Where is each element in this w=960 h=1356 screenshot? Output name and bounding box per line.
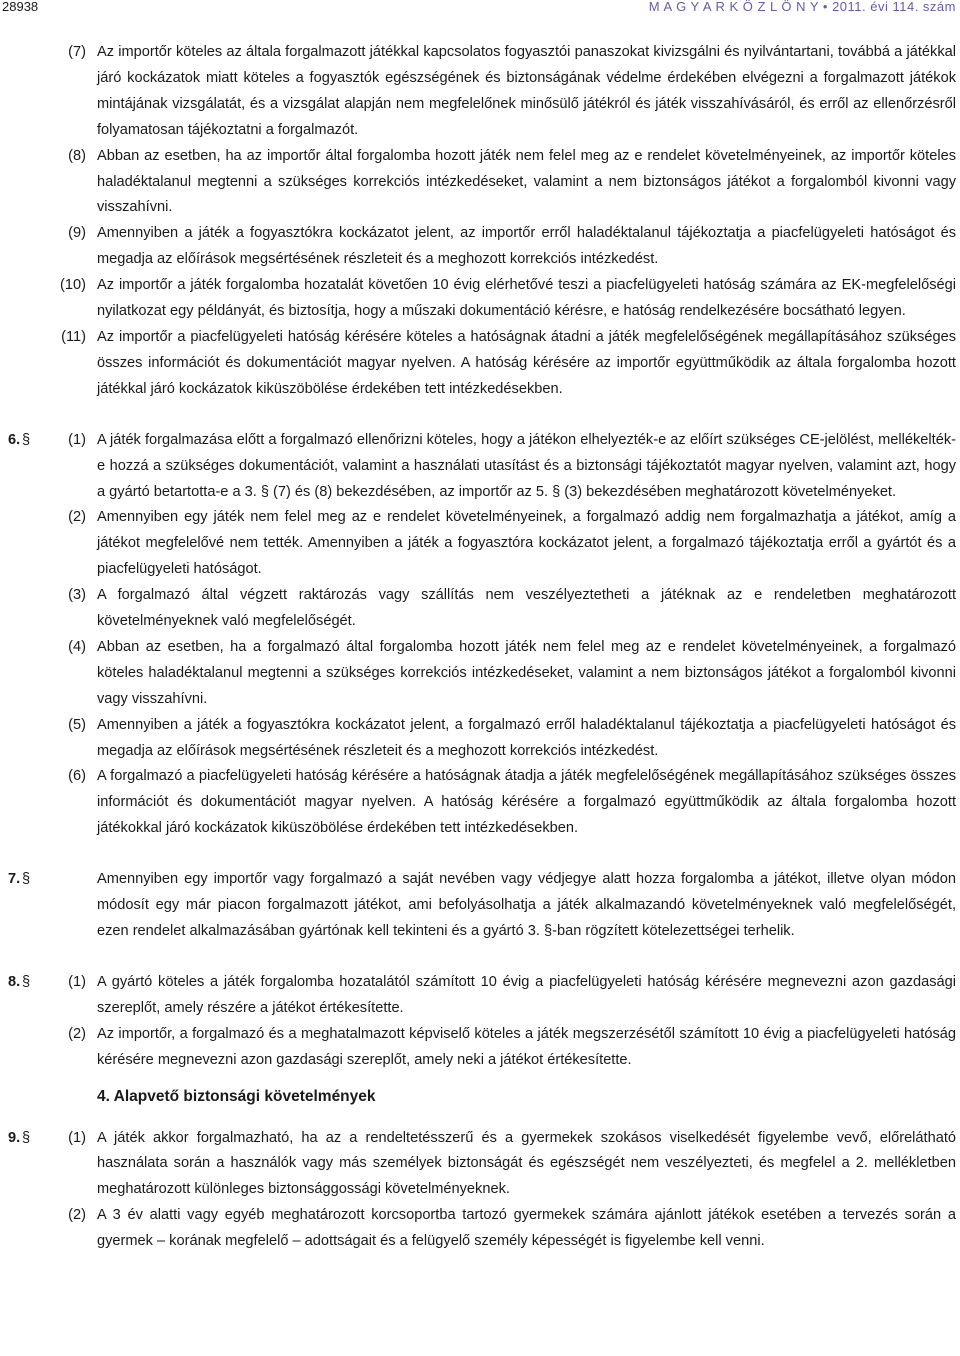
paragraph-text: A forgalmazó által végzett raktározás vagy szállítás nem veszélyeztetheti a játéknak az e rendeletben meghatározott követelményeknek való megfelelőségét. <box>97 587 956 630</box>
paragraph-text: Abban az esetben, ha a forgalmazó által forgalomba hozott játék nem felel meg az e rendelet követelményeinek, a forgalmazó köteles haladéktalanul megtenni a szükséges korrekciós intézkedéseket, valamint a nem biztonságos játékot a forgalomból kivonni vagy visszahívni. <box>97 638 956 707</box>
paragraph-6-5 <box>0 713 960 765</box>
paragraph-text: Az importőr, a forgalmazó és a meghatalmazott képviselő köteles a játék megszerzésétől számított 10 évig a piacfelügyeleti hatóság kérésére megnevezni azon gazdasági szereplőt, amely neki a játékot értékesítette. <box>97 1025 956 1068</box>
paragraph-text: Abban az esetben, ha az importőr által forgalomba hozott játék nem felel meg az e rendelet követelményeinek, az importőr köteles haladéktalanul megtenni a szükséges korrekciós intézkedéseket, valamint a nem biztonságos játékot a forgalomból kivonni vagy visszahívni. <box>97 147 956 216</box>
paragraph-text: Az importőr köteles az általa forgalmazott játékkal kapcsolatos fogyasztói panaszokat kivizsgálni és nyilvántartani, továbbá a játékkal járó kockázatok miatt köteles a fogyasztók egészségének és biztonságának védelme érdekében elvégezni a forgalmazott játékok mintájának vizsgálatát, és a vizsgálat alapján nem megfelelőnek minősülő játékról és játék visszahívásáról, és erről az ellenőrzésről folyamatosan tájékoztatni a forgalmazót. <box>97 44 956 138</box>
section-mark: § <box>22 973 31 990</box>
paragraph-6-6 <box>0 764 960 842</box>
paragraph-5-7 <box>0 40 960 144</box>
paragraph-number: (11) <box>61 328 86 345</box>
page-header <box>0 0 960 22</box>
paragraph-text: A játék forgalmazása előtt a forgalmazó ellenőrizni köteles, hogy a játékon elhelyezték-e az előírt szükséges CE-jelölést, mellékelték-e hozzá a szükséges dokumentációt, valamint a használati utasítást és a biztonsági tájékoztatót magyar nyelven, valamint azt, hogy a gyártó betartotta-e a 3. § (7) és (8) bekezdésében, az importőr az 5. § (3) bekezdésében meghatározott követelményeket. <box>97 431 956 500</box>
section-label: 8. <box>8 973 21 990</box>
section-7 <box>0 867 960 945</box>
paragraph-text: Amennyiben a játék a fogyasztókra kockázatot jelent, a forgalmazó erről haladéktalanul tájékoztatja a piacfelügyeleti hatóságot és megadja az előírások megsértésének részleteit és a meghozott korrekciós intézkedést. <box>97 716 956 759</box>
paragraph-5-10 <box>0 273 960 325</box>
section-mark: § <box>22 1129 31 1146</box>
section-gap <box>0 403 960 428</box>
paragraph-number: (7) <box>68 44 86 60</box>
paragraph-text: A 3 év alatti vagy egyéb meghatározott korcsoportba tartozó gyermekek számára ajánlott játékok esetében a tervezés során a gyermek – korának megfelelő – adottságait és a felügyelő személy képességét is figyelembe kell venni. <box>97 1207 956 1250</box>
journal-title: M A G Y A R K Ö Z L Ö N Y • 2011. évi 114. szám <box>648 0 956 14</box>
paragraph-text: Amennyiben egy játék nem felel meg az e rendelet követelményeinek, a forgalmazó addig nem forgalmazhatja a játékot, amíg a játékot megfelelővé nem tették. Amennyiben a játék a fogyasztóra kockázatot jelent, a forgalmazó tájékoztatja erről a gyártót és a piacfelügyeleti hatóságot. <box>97 509 956 578</box>
paragraph-number: (2) <box>68 1207 86 1224</box>
paragraph-text: Az importőr a játék forgalomba hozatalát követően 10 évig elérhetővé teszi a piacfelügyeleti hatóság számára az EK-megfelelőségi nyilatkozat egy példányát, és biztosítja, hogy a műszaki dokumentáció kérésre, e hatóság rendelkezésére bocsátható legyen. <box>97 277 956 320</box>
paragraph-8-2 <box>0 1022 960 1074</box>
paragraph-text: Amennyiben egy importőr vagy forgalmazó a saját nevében vagy védjegye alatt hozza forgalomba a játékot, illetve olyan módon módosít egy már piacon forgalmazott játékot, ami befolyásolhatja a játék alkalmazandó követelményeknek való megfelelőségét, ezen rendelet alkalmazásában gyártónak kell tekinteni és a gyártó 3. §-ban rögzített kötelezettségei terhelik. <box>97 871 956 939</box>
paragraph-8-1 <box>0 970 960 1022</box>
paragraph-number: (8) <box>68 147 86 164</box>
paragraph-number: (1) <box>68 973 86 990</box>
paragraph-text: Amennyiben a játék a fogyasztókra kockázatot jelent, az importőr erről haladéktalanul tájékoztatja a piacfelügyeleti hatóságot és megadja az előírások megsértésének részleteit és a meghozott korrekciós intézkedést. <box>97 225 956 268</box>
paragraph-6-4 <box>0 635 960 713</box>
paragraph-number: (2) <box>68 509 86 526</box>
section-gap <box>0 842 960 867</box>
section-label: 6. <box>8 431 21 448</box>
section-label: 9. <box>8 1129 21 1146</box>
paragraph-9-2 <box>0 1203 960 1255</box>
paragraph-number: (9) <box>68 225 86 242</box>
paragraph-6-3 <box>0 583 960 635</box>
section-gap <box>0 945 960 970</box>
paragraph-number: (1) <box>68 431 86 448</box>
paragraph-number: (6) <box>68 768 86 785</box>
paragraph-text: A gyártó köteles a játék forgalomba hozatalától számított 10 évig a piacfelügyeleti hatóság kérésére megnevezni azon gazdasági szereplőt, amely részére a játékot értékesítette. <box>97 973 956 1016</box>
paragraph-text: Az importőr a piacfelügyeleti hatóság kérésére köteles a hatóságnak átadni a játék megfelelőségének megállapításához szükséges összes információt és dokumentációt magyar nyelven. A hatóság kérésére az importőr együttműködik az általa forgalomba hozott játékkal járó kockázatok kiküszöbölése érdekében tett intézkedésekben. <box>97 328 956 397</box>
paragraph-text: A játék akkor forgalmazható, ha az a rendeltetésszerű és a gyermekek szokásos viselkedését figyelembe vevő, előrelátható használata során a használók vagy más személyek biztonságát és egészségét nem veszélyezteti, és megfelel a 2. mellékletben meghatározott különleges biztonsággossági követelményeknek. <box>97 1129 956 1198</box>
paragraph-number: (4) <box>68 638 86 655</box>
paragraph-6-2 <box>0 505 960 583</box>
paragraph-number: (1) <box>68 1129 86 1146</box>
paragraph-5-8 <box>0 144 960 222</box>
section-mark: § <box>22 871 31 888</box>
paragraph-text: A forgalmazó a piacfelügyeleti hatóság kérésére a hatóságnak átadja a játék megfelelőségének megállapításához szükséges összes információt és dokumentációt magyar nyelven. A hatóság kérésére a forgalmazó együttműködik az általa forgalomba hozott játékokkal járó kockázatok kiküszöbölése érdekében tett intézkedésekben. <box>97 768 956 837</box>
page-number: 28938 <box>2 0 39 14</box>
section-label: 7. <box>8 871 21 888</box>
chapter-title: 4. Alapvető biztonsági követelmények <box>97 1087 376 1105</box>
paragraph-number: (5) <box>68 716 86 733</box>
paragraph-6-1 <box>0 428 960 506</box>
paragraph-9-1 <box>0 1126 960 1204</box>
paragraph-number: (3) <box>68 587 86 604</box>
section-mark: § <box>22 431 31 448</box>
paragraph-number: (2) <box>68 1025 86 1042</box>
paragraph-5-11 <box>0 325 960 403</box>
paragraph-5-9 <box>0 221 960 273</box>
document-body <box>0 40 960 1255</box>
paragraph-number: (10) <box>60 277 86 294</box>
